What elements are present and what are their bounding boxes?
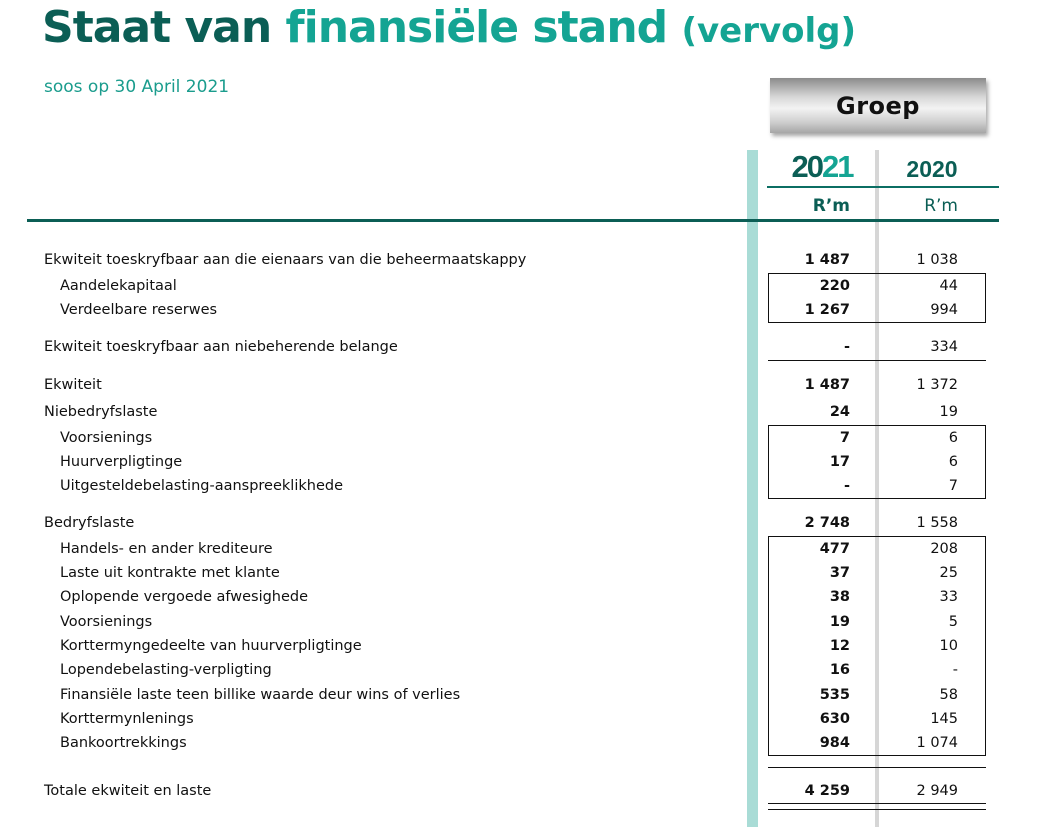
row-value-2021: 630 [819, 711, 850, 727]
title-part-1: Staat van [42, 2, 286, 53]
row-label-noncurrent-liabilities: Niebedryfslaste [44, 404, 158, 420]
row-value-2021: - [843, 478, 850, 494]
row-value-2021: 984 [819, 735, 850, 751]
row-label-current-tax: Lopendebelasting-verpligting [60, 662, 272, 678]
row-label-provisions-current: Voorsienings [60, 614, 153, 630]
row-value-2021: 12 [829, 638, 850, 654]
title-part-2: finansiële stand [285, 2, 682, 53]
row-label-trade-payables: Handels- en ander krediteure [60, 541, 273, 557]
row-label-lease-liabilities: Huurverpligtinge [60, 454, 183, 470]
unit-2021: R’m [812, 196, 850, 216]
row-value-2021: 220 [819, 278, 850, 294]
row-label-reserves: Verdeelbare reserwes [60, 302, 218, 318]
row-value-2020: 1 074 [916, 735, 958, 751]
year-2021-header [770, 149, 874, 185]
title-part-3: (vervolg) [681, 11, 857, 51]
row-value-2021: - [843, 339, 850, 355]
row-value-2020: 33 [939, 589, 958, 605]
row-value-2020: 44 [939, 278, 958, 294]
row-value-2021: 24 [829, 404, 850, 420]
row-label-equity: Ekwiteit [44, 377, 102, 393]
row-label-deferred-tax: Uitgesteldebelasting-aanspreeklikhede [60, 478, 343, 494]
unit-2020: R’m [924, 196, 958, 216]
row-label-short-term-loans: Korttermynlenings [60, 711, 194, 727]
row-value-2020: 5 [948, 614, 958, 630]
row-label-equity-owners: Ekwiteit toeskryfbaar aan die eienaars van die beheermaatskappy [44, 252, 527, 268]
row-value-2020: 1 038 [916, 252, 958, 268]
row-value-2021: 2 748 [804, 515, 850, 531]
underline-rule [768, 360, 986, 361]
row-value-2020: 994 [930, 302, 958, 318]
row-value-2021: 37 [829, 565, 850, 581]
row-value-2021: 1 487 [804, 377, 850, 393]
row-value-2021: 17 [829, 454, 850, 470]
row-label-share-capital: Aandelekapitaal [60, 278, 177, 294]
column-2021-highlight [747, 150, 758, 827]
row-label-noncontrolling: Ekwiteit toeskryfbaar aan niebeherende belange [44, 339, 398, 355]
row-value-2020: 10 [939, 638, 958, 654]
row-label-lease-current: Korttermyngedeelte van huurverpligtinge [60, 638, 362, 654]
year-2020-header: 2020 [906, 156, 958, 182]
row-value-2021: 1 487 [804, 252, 850, 268]
row-value-2020: 1 558 [916, 515, 958, 531]
row-label-fair-value-liabilities: Finansiële laste teen billike waarde deur wins of verlies [60, 687, 461, 703]
row-value-2021: 16 [829, 662, 850, 678]
row-value-2021: 19 [829, 614, 850, 630]
row-label-provisions: Voorsienings [60, 430, 153, 446]
group-header-badge: Groep [770, 78, 986, 133]
row-value-2021: 38 [829, 589, 850, 605]
row-value-2020: 6 [948, 454, 958, 470]
row-value-2021: 535 [819, 687, 850, 703]
year-2021-part-a: 20 [791, 149, 822, 184]
total-double-rule [768, 803, 986, 810]
subtitle-date: soos op 30 April 2021 [44, 77, 230, 97]
row-value-2020: 6 [948, 430, 958, 446]
row-label-total: Totale ekwiteit en laste [44, 783, 212, 799]
row-label-bank-overdrafts: Bankoortrekkings [60, 735, 187, 751]
row-value-2020: 208 [930, 541, 958, 557]
row-value-2021: 4 259 [804, 783, 850, 799]
row-value-2020: - [952, 662, 958, 678]
row-value-2021: 477 [819, 541, 850, 557]
page-title [42, 2, 856, 53]
row-value-2021: 1 267 [804, 302, 850, 318]
row-value-2020: 334 [930, 339, 958, 355]
row-value-2020: 2 949 [916, 783, 958, 799]
row-value-2020: 1 372 [916, 377, 958, 393]
row-value-2020: 58 [939, 687, 958, 703]
row-label-leave-pay: Oplopende vergoede afwesighede [60, 589, 309, 605]
year-2021-part-b: 21 [822, 149, 853, 184]
row-label-current-liabilities: Bedryfslaste [44, 515, 135, 531]
total-top-rule [768, 767, 986, 768]
row-value-2020: 145 [930, 711, 958, 727]
row-value-2020: 25 [939, 565, 958, 581]
row-value-2020: 7 [948, 478, 958, 494]
header-main-rule [27, 219, 999, 222]
row-label-contract-liabilities: Laste uit kontrakte met klante [60, 565, 280, 581]
row-value-2020: 19 [939, 404, 958, 420]
year-header-rule [767, 186, 999, 188]
row-value-2021: 7 [839, 430, 850, 446]
